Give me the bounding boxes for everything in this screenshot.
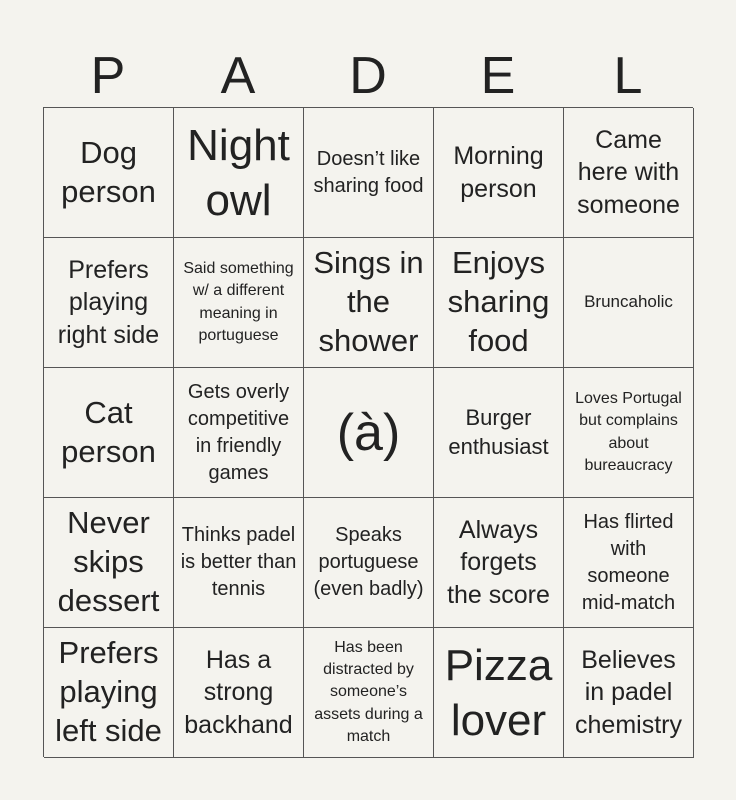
bingo-cell[interactable]: Believes in padel chemistry xyxy=(564,628,694,758)
bingo-cell[interactable]: Came here with someone xyxy=(564,108,694,238)
bingo-cell[interactable]: Said something w/ a different meaning in portuguese xyxy=(174,238,304,368)
bingo-cell[interactable]: Loves Portugal but complains about bureaucracy xyxy=(564,368,694,498)
bingo-board xyxy=(43,107,693,757)
header-letter-p: P xyxy=(90,47,126,105)
bingo-cell[interactable]: Cat person xyxy=(44,368,174,498)
header-letter-e: E xyxy=(480,47,516,105)
bingo-cell[interactable]: Pizza lover xyxy=(434,628,564,758)
bingo-cell[interactable]: Thinks padel is better than tennis xyxy=(174,498,304,628)
bingo-cell[interactable]: Sings in the shower xyxy=(304,238,434,368)
free-space-cell[interactable]: (à) xyxy=(304,368,434,498)
bingo-cell[interactable]: Has flirted with someone mid-match xyxy=(564,498,694,628)
header-letter-d: D xyxy=(349,47,387,105)
bingo-cell[interactable]: Always forgets the score xyxy=(434,498,564,628)
bingo-cell[interactable]: Speaks portuguese (even badly) xyxy=(304,498,434,628)
bingo-cell[interactable]: Has a strong backhand xyxy=(174,628,304,758)
bingo-cell[interactable]: Never skips dessert xyxy=(44,498,174,628)
header-letter-a: A xyxy=(220,47,256,105)
bingo-cell[interactable]: Burger enthusiast xyxy=(434,368,564,498)
bingo-cell[interactable]: Prefers playing left side xyxy=(44,628,174,758)
bingo-header xyxy=(43,46,693,106)
bingo-cell[interactable]: Night owl xyxy=(174,108,304,238)
bingo-cell[interactable]: Dog person xyxy=(44,108,174,238)
bingo-cell[interactable]: Enjoys sharing food xyxy=(434,238,564,368)
bingo-cell[interactable]: Prefers playing right side xyxy=(44,238,174,368)
header-letter-l: L xyxy=(613,47,643,105)
bingo-cell[interactable]: Bruncaholic xyxy=(564,238,694,368)
bingo-cell[interactable]: Morning person xyxy=(434,108,564,238)
bingo-cell[interactable]: Has been distracted by someone’s assets during a match xyxy=(304,628,434,758)
bingo-cell[interactable]: Doesn’t like sharing food xyxy=(304,108,434,238)
bingo-cell[interactable]: Gets overly competitive in friendly games xyxy=(174,368,304,498)
